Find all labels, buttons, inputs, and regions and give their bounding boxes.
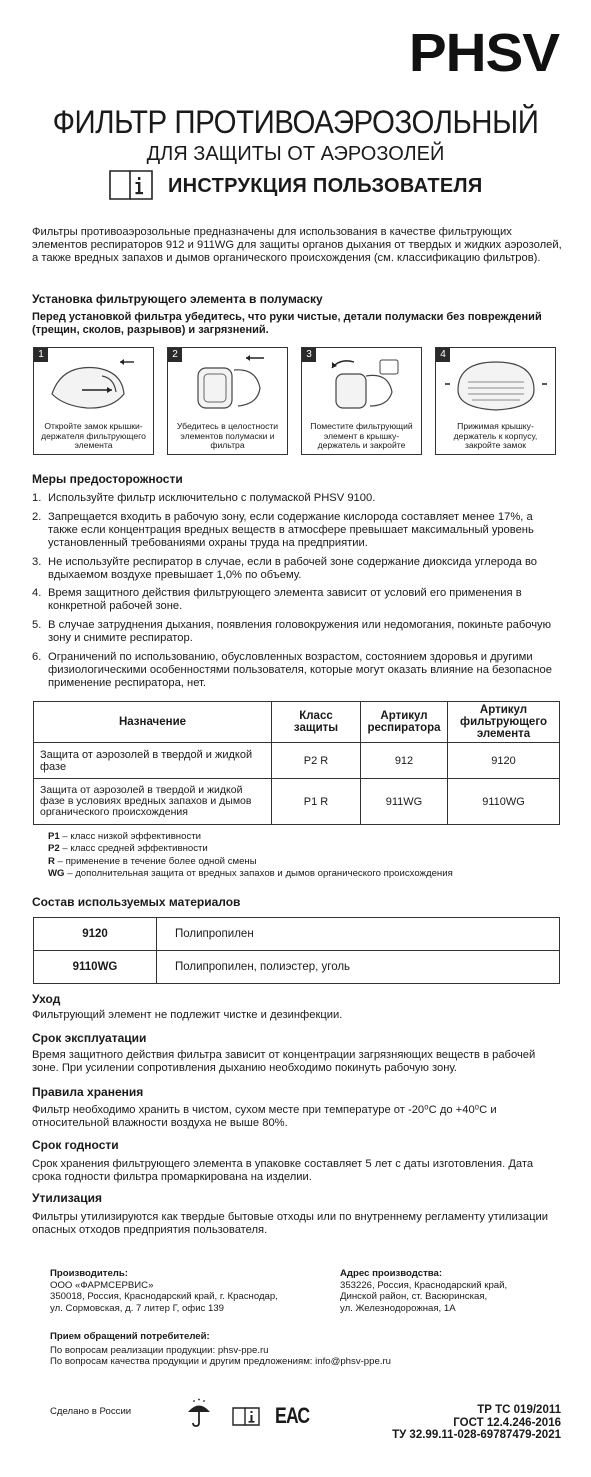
table-cell: Полипропилен	[157, 918, 560, 951]
list-item	[32, 556, 562, 582]
table-cell: P2 R	[272, 743, 361, 779]
item-number: 4.	[32, 587, 42, 599]
care-text: Фильтрующий элемент не подлежит чистке и дезинфекции.	[32, 1009, 343, 1021]
care-heading: Уход	[32, 992, 61, 1006]
table-cell: P1 R	[272, 779, 361, 825]
manufacturer-heading: Производитель:	[50, 1268, 128, 1279]
item-text: В случае затруднения дыхания, появления головокружения или недомогания, покиньте рабочую зону и снимите респиратор.	[48, 619, 552, 644]
table-cell: Полипропилен, полиэстер, уголь	[157, 951, 560, 984]
item-number: 5.	[32, 619, 42, 631]
item-text: Не используйте респиратор в случае, если в рабочей зоне содержание диоксида углерода во вдыхаемом воздухе превышает 1,0% по объему.	[48, 556, 538, 581]
step-number: 1	[34, 348, 48, 362]
brand-logo: PHSV	[408, 23, 559, 83]
production-line: 353226, Россия, Краснодарский край,	[340, 1279, 508, 1291]
legend-item: R – применение в течение более одной смены	[48, 855, 257, 867]
table-header-row	[34, 702, 560, 743]
step-number: 4	[436, 348, 450, 362]
intro-text: Фильтры противоаэрозольные предназначены для использования в качестве фильтрующих элементов респираторов 912 и 911WG для защиты органов дыхания от твердых и жидких аэрозолей, а также вредных запахов и дымов органического происхождения (см. классификацию фильтров).	[32, 226, 562, 264]
manufacturer-line: ООО «ФАРМСЕРВИС»	[50, 1279, 154, 1291]
table-row	[34, 743, 560, 779]
install-note: Перед установкой фильтра убедитесь, что руки чистые, детали полумаски без повреждений (трещин, сколов, разрывов) и загрязнений.	[32, 311, 542, 336]
eac-mark-icon: ЕАС	[275, 1403, 310, 1428]
table-row	[34, 918, 560, 951]
table-cell: Защита от аэрозолей в твердой и жидкой фазе в условиях вредных запахов и дымов органического происхождения	[34, 779, 272, 825]
legend	[48, 831, 453, 881]
column-header: Артикул фильтрующего элемента	[448, 702, 560, 743]
spec-table	[33, 701, 560, 825]
standards-codes	[392, 1404, 561, 1442]
step-number: 3	[302, 348, 316, 362]
precautions-heading: Меры предосторожности	[32, 472, 183, 486]
contacts-line: По вопросам качества продукции и другим предложениям: info@phsv-ppe.ru	[50, 1356, 392, 1367]
contacts-heading: Прием обращений потребителей:	[50, 1331, 210, 1342]
standard-code: ТР ТС 019/2011	[477, 1404, 561, 1416]
item-text: Используйте фильтр исключительно с полумаской PHSV 9100.	[48, 492, 376, 504]
list-item	[32, 511, 562, 550]
contacts-block	[50, 1331, 550, 1368]
list-item	[32, 619, 562, 645]
step-caption: Откройте замок крышки-держателя фильтрующего элемента	[41, 421, 146, 451]
service-heading: Срок эксплуатации	[32, 1031, 147, 1045]
step-3-illustration	[310, 354, 414, 416]
manufacturer-block	[50, 1268, 320, 1314]
step-1-illustration	[42, 354, 146, 416]
materials-heading: Состав используемых материалов	[32, 895, 241, 909]
item-text: Время защитного действия фильтрующего элемента зависит от условий его применения в конкретной рабочей зоне.	[48, 587, 522, 612]
production-block	[340, 1268, 560, 1314]
item-number: 6.	[32, 651, 42, 663]
guide-title: ИНСТРУКЦИЯ ПОЛЬЗОВАТЕЛЯ	[168, 175, 483, 197]
step-caption: Прижимая крышку-держатель к корпусу, закройте замок	[453, 421, 538, 451]
page-subtitle: ДЛЯ ЗАЩИТЫ ОТ АЭРОЗОЛЕЙ	[146, 143, 445, 165]
table-cell: 9120	[34, 918, 157, 951]
table-cell: 912	[361, 743, 448, 779]
made-in-russia: Сделано в России	[50, 1406, 132, 1417]
item-text: Запрещается входить в рабочую зону, если содержание кислорода составляет менее 17%, а также если концентрация вредных веществ в атмосфере превышает максимальный уровень установленный требованиями охраны труда на предприятии.	[48, 511, 534, 549]
step-caption: Поместите фильтрующий элемент в крышку-держатель и закройте	[310, 421, 413, 451]
column-header: Назначение	[34, 702, 272, 743]
materials-table	[33, 917, 560, 984]
shelf-text: Срок хранения фильтрующего элемента в упаковке составляет 5 лет с даты изготовления. Дата срока годности фильтра промаркирована на изделии.	[32, 1158, 534, 1183]
column-header: Класс защиты	[272, 702, 361, 743]
install-step-1	[33, 347, 154, 455]
shelf-heading: Срок годности	[32, 1138, 119, 1152]
read-instructions-icon	[232, 1406, 260, 1426]
item-text: Ограничений по использованию, обусловленных возрастом, состоянием здоровья и другими физиологическими особенностями пользователя, которые могут оказать влияние на безопасное применение респиратора, нет.	[48, 651, 553, 689]
table-row	[34, 951, 560, 984]
item-number: 3.	[32, 556, 42, 568]
disposal-text: Фильтры утилизируются как твердые бытовые отходы или по внутреннему регламенту утилизации опасных отходов предприятия пользователя.	[32, 1211, 549, 1236]
table-cell: 911WG	[361, 779, 448, 825]
table-row	[34, 779, 560, 825]
table-cell: 9120	[448, 743, 560, 779]
user-guide-icon	[108, 167, 154, 201]
install-step-4	[435, 347, 556, 455]
production-heading: Адрес производства:	[340, 1268, 443, 1279]
table-cell: Защита от аэрозолей в твердой и жидкой фазе	[34, 743, 272, 779]
disposal-heading: Утилизация	[32, 1191, 102, 1205]
contacts-line: По вопросам реализации продукции: phsv-ppe.ru	[50, 1344, 269, 1356]
production-line: Динской район, ст. Васюринская,	[340, 1291, 488, 1302]
table-cell: 9110WG	[448, 779, 560, 825]
standard-code: ГОСТ 12.4.246-2016	[453, 1416, 561, 1429]
step-number: 2	[168, 348, 182, 362]
item-number: 2.	[32, 511, 42, 523]
install-step-3	[301, 347, 422, 455]
legend-item: WG – дополнительная защита от вредных запахов и дымов органического происхождения	[48, 868, 453, 880]
page-title: ФИЛЬТР ПРОТИВОАЭРОЗОЛЬНЫЙ	[52, 104, 539, 140]
install-heading: Установка фильтрующего элемента в полумаску	[32, 292, 323, 306]
legend-item: P1 – класс низкой эффективности	[48, 831, 201, 842]
item-number: 1.	[32, 492, 42, 504]
step-2-illustration	[176, 354, 280, 416]
service-text: Время защитного действия фильтра зависит от концентрации загрязняющих веществ в рабочей зоне. При усилении сопротивления дыханию необходимо покинуть рабочую зону.	[32, 1049, 536, 1074]
production-line: ул. Железнодорожная, 1А	[340, 1302, 456, 1314]
storage-text: Фильтр необходимо хранить в чистом, сухом месте при температуре от -20⁰С до +40⁰С и относительной влажности воздуха не выше 80%.	[32, 1104, 497, 1129]
list-item	[32, 651, 562, 690]
list-item	[32, 492, 562, 505]
manufacturer-line: ул. Сормовская, д. 7 литер Г, офис 139	[50, 1302, 225, 1314]
install-step-2	[167, 347, 288, 455]
standard-code: ТУ 32.99.11-028-69787479-2021	[392, 1429, 561, 1441]
table-cell: 9110WG	[34, 951, 157, 984]
keep-dry-umbrella-icon	[186, 1398, 212, 1428]
manufacturer-line: 350018, Россия, Краснодарский край, г. Краснодар,	[50, 1291, 278, 1302]
legend-item: P2 – класс средней эффективности	[48, 843, 208, 855]
column-header: Артикул респиратора	[361, 702, 448, 743]
storage-heading: Правила хранения	[32, 1085, 144, 1099]
list-item	[32, 587, 562, 613]
step-4-illustration	[444, 354, 548, 416]
step-caption: Убедитесь в целостности элементов полумаски и фильтра	[176, 421, 279, 451]
